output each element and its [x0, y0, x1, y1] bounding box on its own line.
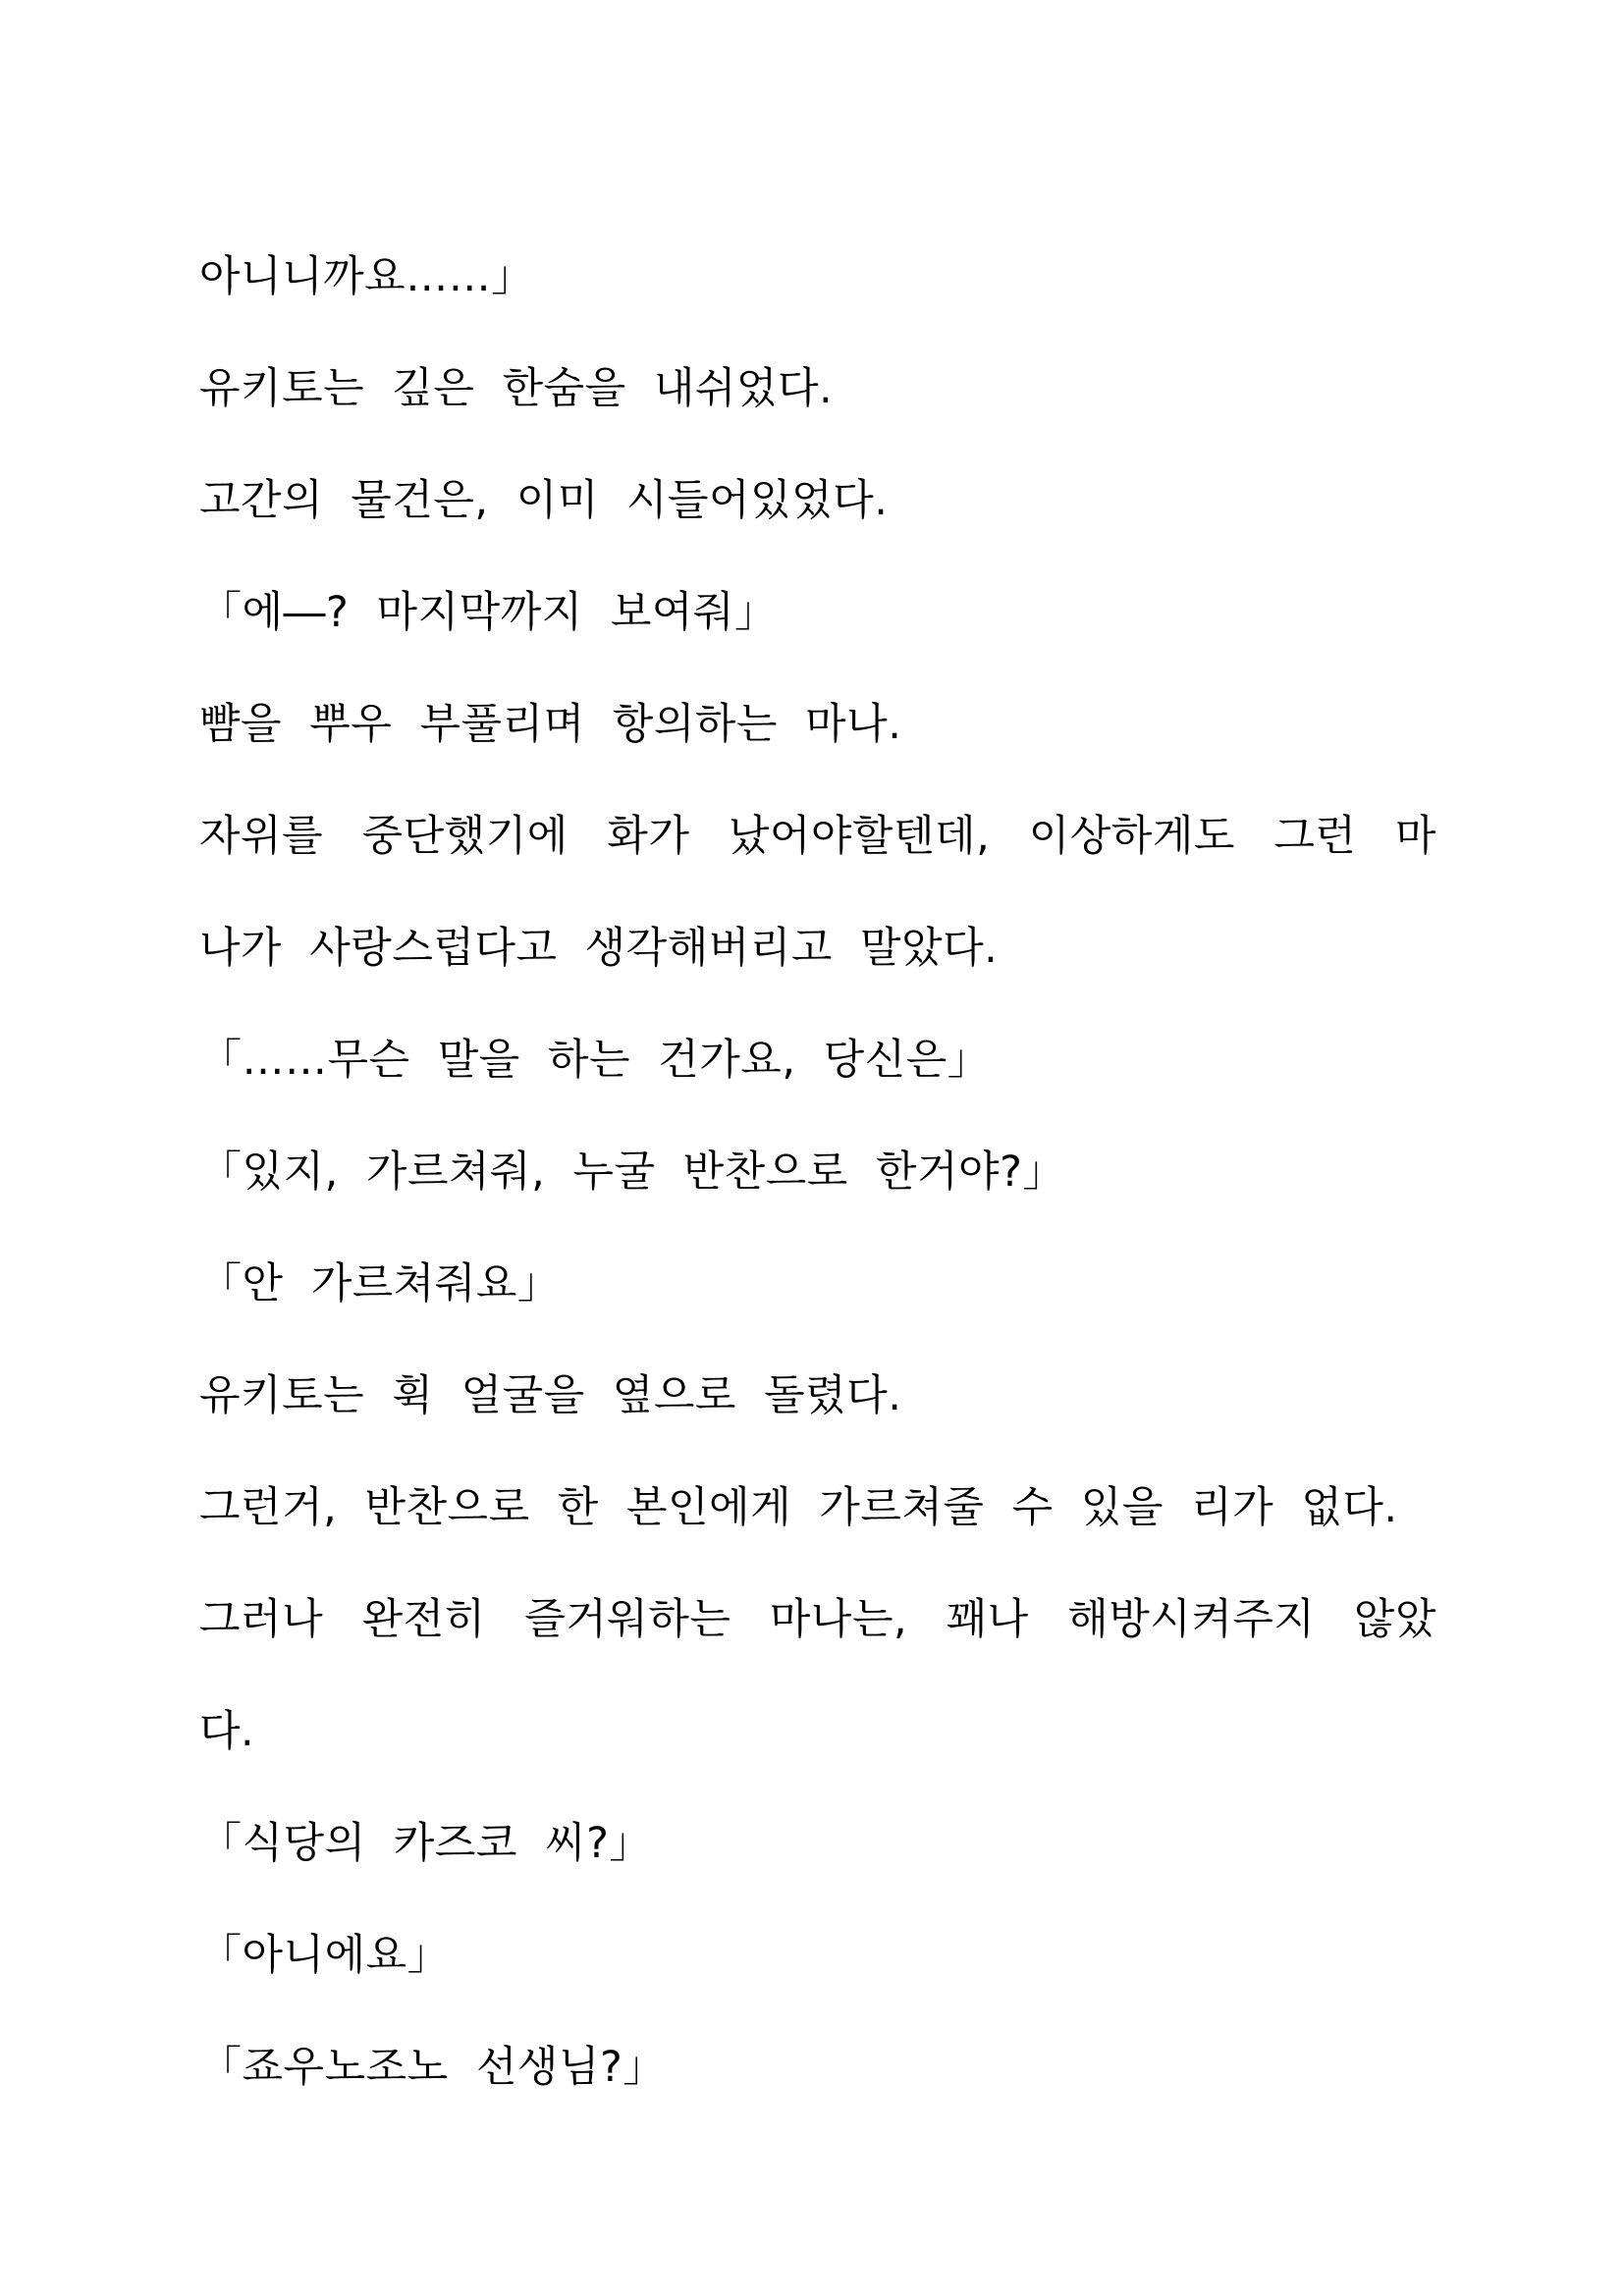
text-line: 그런거, 반찬으로 한 본인에게 가르쳐줄 수 있을 리가 없다.: [199, 1483, 1398, 1532]
paragraph-13: [199, 1788, 1436, 1899]
text-line: 「아니에요」: [199, 1931, 451, 1980]
text-line: 아니니까요……」: [199, 252, 534, 301]
text-line: 「에―? 마지막까지 보여줘」: [199, 588, 778, 637]
text-line: 「식당의 카즈코 씨?」: [199, 1819, 652, 1868]
text-line: 「……무슨 말을 하는 건가요, 당신은」: [199, 1036, 991, 1085]
text-line: 「안 가르쳐줘요」: [199, 1259, 561, 1308]
paragraph-2: [199, 333, 1436, 445]
paragraph-6: [199, 780, 1436, 1004]
paragraph-3: [199, 445, 1436, 557]
paragraph-15: [199, 2011, 1436, 2123]
paragraph-8: [199, 1116, 1436, 1228]
text-line: 유키토는 휙 얼굴을 옆으로 돌렸다.: [199, 1371, 902, 1420]
paragraph-1: [199, 221, 1436, 333]
text-line: 유키토는 깊은 한숨을 내쉬었다.: [199, 364, 834, 413]
paragraph-14: [199, 1899, 1436, 2011]
text-line: 「죠우노조노 선생님?」: [199, 2043, 666, 2092]
text-line: 「있지, 가르쳐줘, 누굴 반찬으로 한거야?」: [199, 1148, 1065, 1197]
text-line: 다.: [199, 1707, 255, 1756]
text-line: 그러나 완전히 즐거워하는 마나는, 꽤나 해방시켜주지 않았: [199, 1595, 1436, 1644]
text-line: 고간의 물건은, 이미 시들어있었다.: [199, 476, 889, 525]
paragraph-7: [199, 1004, 1436, 1116]
text-line: 나가 사랑스럽다고 생각해버리고 말았다.: [199, 924, 999, 973]
paragraph-11: [199, 1452, 1436, 1564]
paragraph-4: [199, 557, 1436, 668]
text-line: 자위를 중단했기에 화가 났어야할텐데, 이상하게도 그런 마: [199, 812, 1436, 861]
paragraph-12: [199, 1564, 1436, 1788]
paragraph-5: [199, 668, 1436, 780]
paragraph-10: [199, 1340, 1436, 1452]
text-line: 뺨을 뿌우 부풀리며 항의하는 마나.: [199, 700, 902, 749]
paragraph-9: [199, 1228, 1436, 1340]
